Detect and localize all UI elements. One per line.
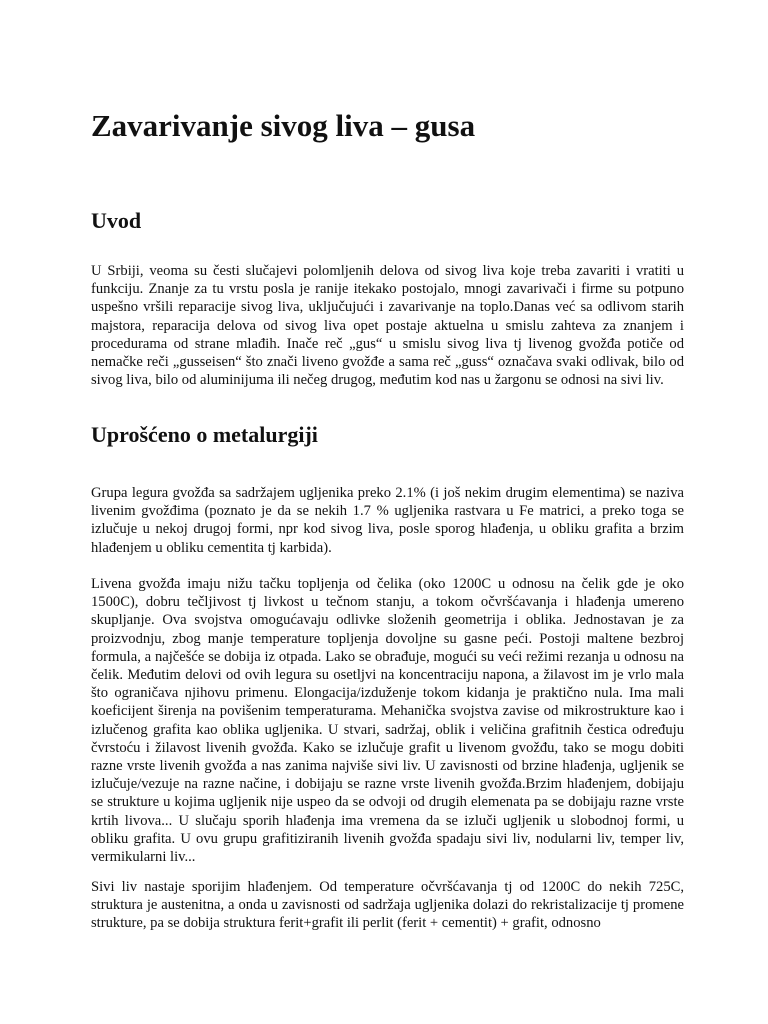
paragraph-uvod: U Srbiji, veoma su česti slučajevi polomljenih delova od sivog liva koje treba zavariti i vratiti u funkciju. Znanje za tu vrstu posla je ranije itekako postojalo, mnogi zavarivači i firme su potpuno uspešno vršili reparacije sivog liva, uključujući i zavarivanje na toplo.Danas već sa odlivom starih majstora, reparacija delova od sivog liva opet postaje aktuelna u smislu zahteva za znanjem i procedurama od strane mlađih. Inače reč „gus“ u smislu sivog liva tj livenog gvožđa potiče od nemačke reči „gusseisen“ što znači liveno gvožđe a sama reč „guss“ označava svaki odlivak, bilo od sivog liva, bilo od aluminijuma ili nečeg drugog, međutim kod nas u žargonu se odnosi na sivi liv.: [91, 263, 684, 389]
section-heading-uvod: Uvod: [91, 208, 142, 233]
paragraph-legure: Grupa legura gvožđa sa sadržajem ugljenika preko 2.1% (i još nekim drugim elementima) se naziva livenim gvožđima (poznato je da se nekih 1.7 % ugljenika rastvara u Fe matrici, a preko toga se izlučuje u nekoj drugoj formi, npr kod sivog liva, posle sporog hlađenja, u obliku grafita a brzim hlađenjem u obliku cementita tj karbida).: [91, 485, 684, 556]
document-title: Zavarivanje sivog liva – gusa: [91, 108, 476, 143]
paragraph-sivi-liv: Sivi liv nastaje sporijim hlađenjem. Od temperature očvršćavanja tj od 1200C do nekih 725C, struktura je austenitna, a onda u zavisnosti od sadržaja ugljenika dolazi do rekristalizacije tj promene strukture, pa se dobija struktura ferit+grafit ili perlit (ferit + cementit) + grafit, odnosno: [91, 879, 684, 932]
section-heading-metalurgija: Uprošćeno o metalurgiji: [91, 422, 318, 447]
paragraph-svojstva: Livena gvožđa imaju nižu tačku topljenja od čelika (oko 1200C u odnosu na čelik gde je oko 1500C), dobru tečljivost tj livkost u tečnom stanju, a tokom očvršćavanja i hlađenja umereno skupljanje. Ova svojstva omogućavaju odlivke složenih geometrija i oblika. Jednostavan je za proizvodnju, zbog manje temperature topljenja dovoljne su gasne peći. Postoji maltene bezbroj formula, a najčešće se dobija iz otpada. Lako se obrađuje, mogući su veći režimi rezanja u odnosu na čelik. Međutim delovi od ovih legura su osetljvi na koncentraciju napona, a žilavost im je vrlo mala što ograničava njihovu primenu. Elongacija/izduženje tokom kidanja je praktično nula. Ima mali koeficijent širenja na povišenim temperaturama. Mehanička svojstva zavise od mikrostrukture kao i izlučenog grafita kao oblika ugljenika. U stvari, sadržaj, oblik i veličina grafitnih čestica određuju čvrstoću i žilavost livenih gvožđa. Kako se izlučuje grafit u livenom gvožđu, tako se mogu dobiti razne vrste livenih gvožđa a nas zanima najviše sivi liv. U zavisnosti od brzine hlađenja, ugljenik se izlučuje/vezuje na razne načine, i dobijaju se razne vrste livenih gvožđa.Brzim hlađenjem, dobijaju se strukture u kojima ugljenik nije uspeo da se odvoji od drugih elemenata pa se dobijaju razne vrste krtih livova... U slučaju sporih hlađenja ima vremena da se izluči ugljenik u slobodnoj formi, u obliku grafita. U ovu grupu grafitiziranih livenih gvožđa spadaju sivi liv, nodularni liv, temper liv, vermikularni liv...: [91, 576, 684, 866]
